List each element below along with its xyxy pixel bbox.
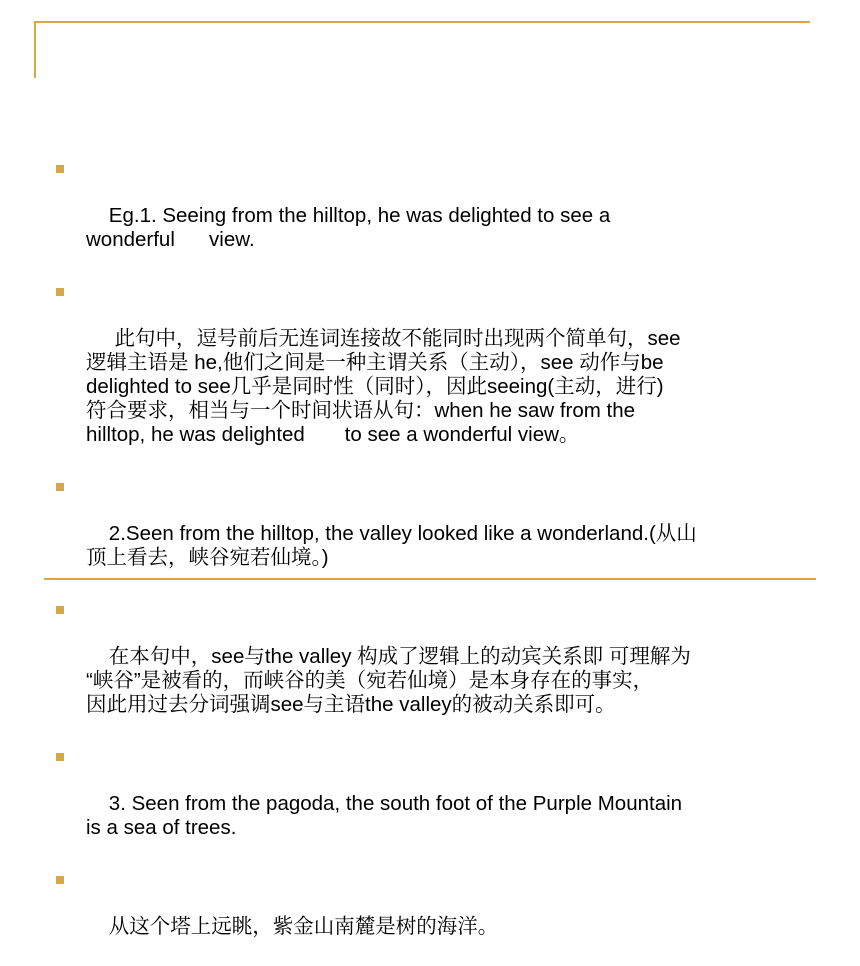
bullet-item-explanation-2 — [48, 597, 816, 741]
left-divider — [34, 21, 36, 78]
square-bullet-icon — [56, 753, 64, 761]
square-bullet-icon — [56, 165, 64, 173]
bullet-text: 3. Seen from the pagoda, the south foot of the Purple Mountain is a sea of trees. — [86, 792, 683, 839]
bullet-text: 在本句中，see与the valley 构成了逻辑上的动宾关系即 可理解为 “峡谷”是被看的，而峡谷的美（宛若仙境）是本身存在的事实， 因此用过去分词强调see与主语the valley的被动关系即可。 — [86, 645, 691, 716]
square-bullet-icon — [56, 288, 64, 296]
square-bullet-icon — [56, 606, 64, 614]
bullet-list — [48, 156, 816, 966]
bullet-text: 从这个塔上远眺，紫金山南麓是树的海洋。 — [108, 915, 499, 938]
top-divider — [34, 21, 810, 23]
bullet-item-example-2 — [48, 474, 816, 594]
bullet-item-explanation-1 — [48, 279, 816, 471]
bullet-item-example-3 — [48, 744, 816, 864]
square-bullet-icon — [56, 876, 64, 884]
square-bullet-icon — [56, 483, 64, 491]
bottom-divider — [44, 578, 816, 580]
bullet-text: 此句中，逗号前后无连词连接故不能同时出现两个简单句，see 逻辑主语是 he,他们之间是一种主谓关系（主动），see 动作与be delighted to see几乎是同时性（同时），因此seeing(主动，进行) 符合要求，相当与一个时间状语从句：when he saw from the hilltop, he was delighted to see a wonderful view。 — [86, 327, 681, 446]
bullet-item-translation-3 — [48, 867, 816, 963]
bullet-text: Eg.1. Seeing from the hilltop, he was delighted to see a wonderful view. — [86, 204, 611, 251]
bullet-item-example-1 — [48, 156, 816, 276]
bullet-text: 2.Seen from the hilltop, the valley looked like a wonderland.(从山 顶上看去，峡谷宛若仙境。) — [86, 522, 697, 569]
